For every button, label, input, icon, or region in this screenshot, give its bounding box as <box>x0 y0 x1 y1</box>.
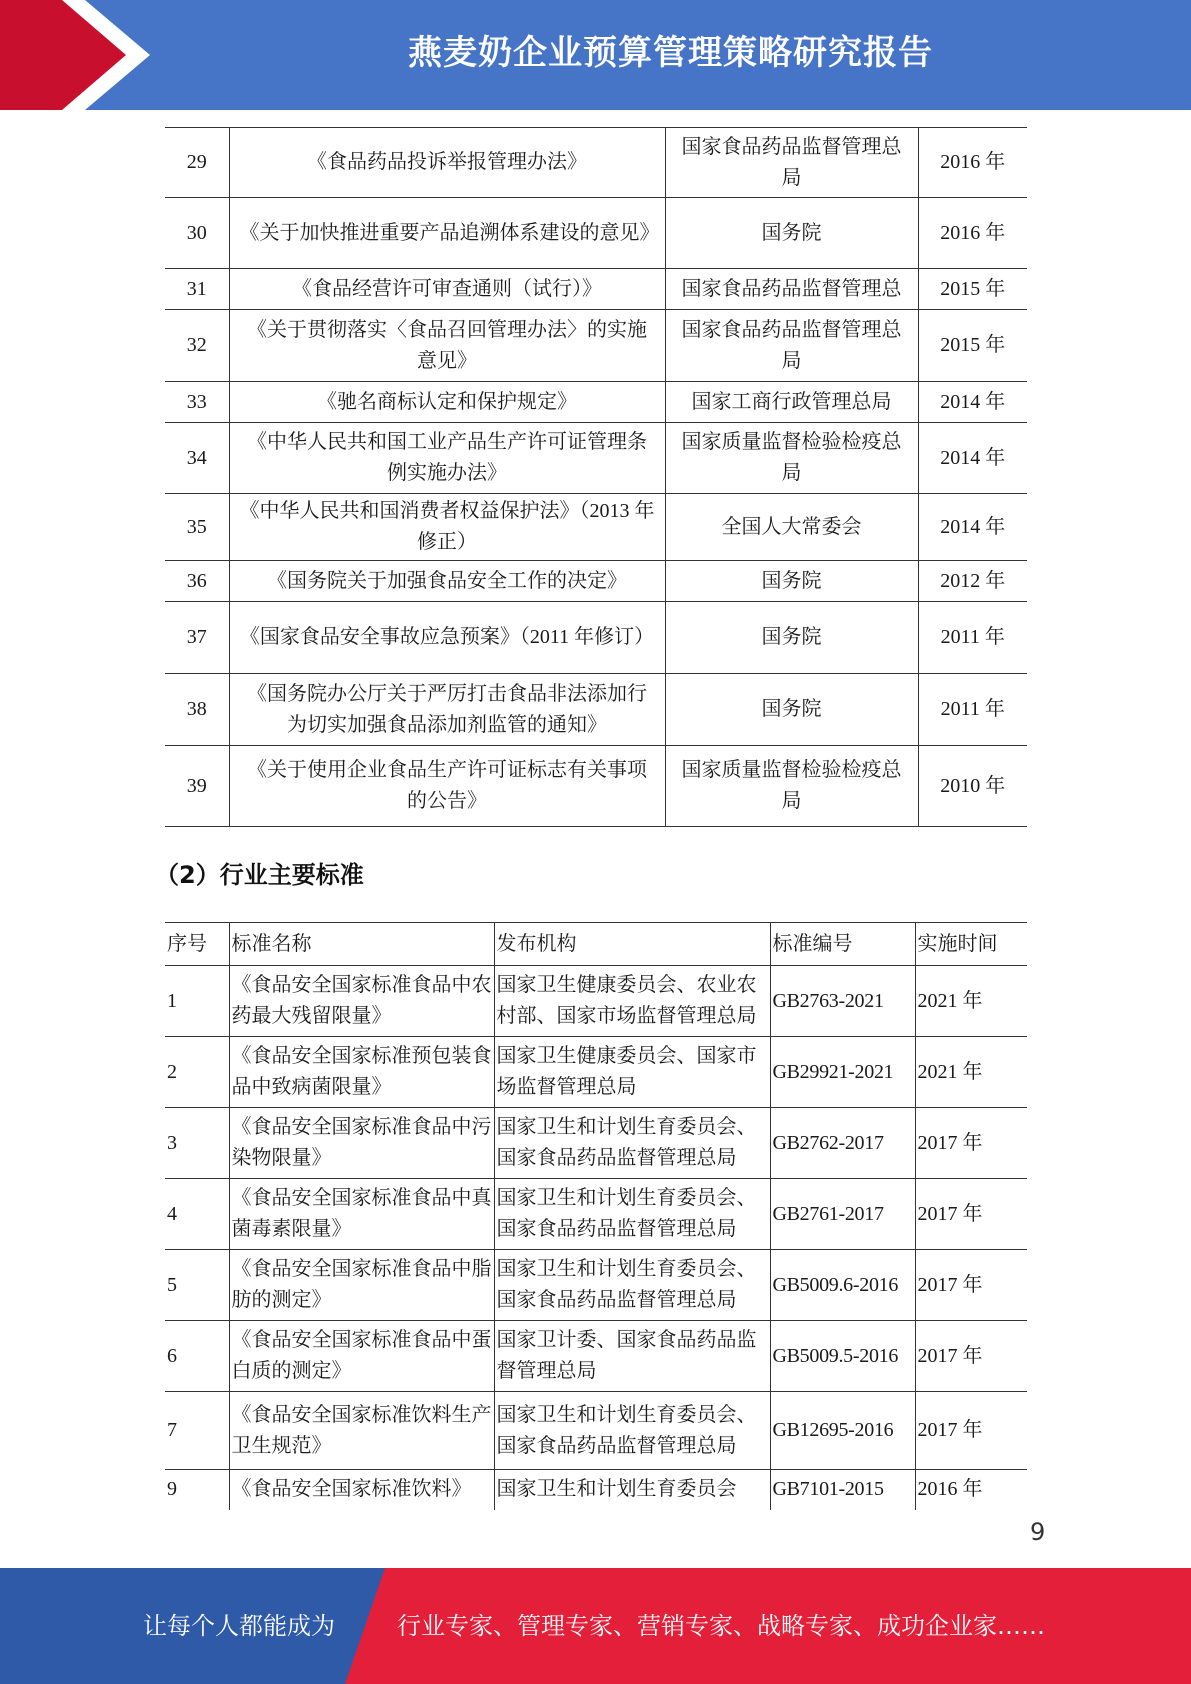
table-row <box>165 1250 1027 1321</box>
regulation-name: 《关于加快推进重要产品追溯体系建设的意见》 <box>229 198 665 269</box>
issue-year: 2015 年 <box>918 269 1027 310</box>
issue-year: 2014 年 <box>918 494 1027 561</box>
column-header: 发布机构 <box>494 923 770 966</box>
regulation-name: 《国家食品安全事故应急预案》（2011 年修订） <box>229 602 665 674</box>
issuing-agency: 国家卫生和计划生育委员会、国家食品药品监督管理总局 <box>494 1250 770 1321</box>
issue-year: 2014 年 <box>918 382 1027 423</box>
column-header: 序号 <box>165 923 229 966</box>
issue-year: 2016 年 <box>918 198 1027 269</box>
footer-banner <box>0 1568 1191 1684</box>
row-number: 6 <box>165 1321 229 1392</box>
section-title: （2）行业主要标准 <box>155 861 364 889</box>
table-row <box>165 494 1027 561</box>
standard-code: GB2763-2021 <box>770 966 915 1037</box>
standard-code: GB29921-2021 <box>770 1037 915 1108</box>
row-number: 35 <box>165 494 229 561</box>
issuing-agency: 全国人大常委会 <box>665 494 918 561</box>
issue-year: 2014 年 <box>918 423 1027 494</box>
column-header: 标准编号 <box>770 923 915 966</box>
row-number: 2 <box>165 1037 229 1108</box>
standard-code: GB5009.6-2016 <box>770 1250 915 1321</box>
table-row <box>165 198 1027 269</box>
row-number: 29 <box>165 128 229 198</box>
header-banner <box>0 0 1191 110</box>
standard-code: GB2762-2017 <box>770 1108 915 1179</box>
footer-slogan-left: 让每个人都能成为 <box>143 1612 335 1640</box>
effective-date: 2017 年 <box>915 1108 1027 1179</box>
standard-name: 《食品安全国家标准食品中真菌毒素限量》 <box>229 1179 494 1250</box>
regulation-name: 《关于使用企业食品生产许可证标志有关事项的公告》 <box>229 746 665 827</box>
standard-name: 《食品安全国家标准食品中蛋白质的测定》 <box>229 1321 494 1392</box>
regulation-name: 《食品经营许可审查通则（试行）》 <box>229 269 665 310</box>
standard-code: GB2761-2017 <box>770 1179 915 1250</box>
issue-year: 2016 年 <box>918 128 1027 198</box>
row-number: 9 <box>165 1470 229 1510</box>
report-title: 燕麦奶企业预算管理策略研究报告 <box>408 33 933 73</box>
issue-year: 2011 年 <box>918 602 1027 674</box>
issuing-agency: 国家卫生健康委员会、国家市场监督管理总局 <box>494 1037 770 1108</box>
issuing-agency: 国务院 <box>665 561 918 602</box>
effective-date: 2017 年 <box>915 1250 1027 1321</box>
regulation-name: 《中华人民共和国工业产品生产许可证管理条例实施办法》 <box>229 423 665 494</box>
issuing-agency: 国家食品药品监督管理总局 <box>665 128 918 198</box>
regulation-name: 《食品药品投诉举报管理办法》 <box>229 128 665 198</box>
issuing-agency: 国家卫生健康委员会、农业农村部、国家市场监督管理总局 <box>494 966 770 1037</box>
table-row <box>165 382 1027 423</box>
standards-table <box>165 922 1027 1510</box>
row-number: 5 <box>165 1250 229 1321</box>
standard-code: GB12695-2016 <box>770 1392 915 1470</box>
effective-date: 2017 年 <box>915 1392 1027 1470</box>
row-number: 39 <box>165 746 229 827</box>
issuing-agency: 国家卫生和计划生育委员会、国家食品药品监督管理总局 <box>494 1108 770 1179</box>
regulation-name: 《国务院办公厅关于严厉打击食品非法添加行为切实加强食品添加剂监管的通知》 <box>229 674 665 746</box>
issuing-agency: 国务院 <box>665 198 918 269</box>
table-header-row <box>165 923 1027 966</box>
issuing-agency: 国家工商行政管理总局 <box>665 382 918 423</box>
issuing-agency: 国家卫生和计划生育委员会、国家食品药品监督管理总局 <box>494 1392 770 1470</box>
table-row <box>165 746 1027 827</box>
regulation-name: 《国务院关于加强食品安全工作的决定》 <box>229 561 665 602</box>
row-number: 7 <box>165 1392 229 1470</box>
regulation-name: 《关于贯彻落实〈食品召回管理办法〉的实施意见》 <box>229 310 665 382</box>
issue-year: 2011 年 <box>918 674 1027 746</box>
issuing-agency: 国家卫生和计划生育委员会、国家食品药品监督管理总局 <box>494 1179 770 1250</box>
row-number: 37 <box>165 602 229 674</box>
issuing-agency: 国家质量监督检验检疫总局 <box>665 423 918 494</box>
regulation-name: 《驰名商标认定和保护规定》 <box>229 382 665 423</box>
table-row <box>165 310 1027 382</box>
row-number: 33 <box>165 382 229 423</box>
standard-name: 《食品安全国家标准食品中污染物限量》 <box>229 1108 494 1179</box>
table-row <box>165 1037 1027 1108</box>
standard-name: 《食品安全国家标准饮料生产卫生规范》 <box>229 1392 494 1470</box>
row-number: 31 <box>165 269 229 310</box>
regulations-table <box>165 127 1027 827</box>
issuing-agency: 国家卫计委、国家食品药品监督管理总局 <box>494 1321 770 1392</box>
column-header: 标准名称 <box>229 923 494 966</box>
table-row <box>165 269 1027 310</box>
issue-year: 2012 年 <box>918 561 1027 602</box>
row-number: 34 <box>165 423 229 494</box>
issuing-agency: 国家卫生和计划生育委员会 <box>494 1470 770 1510</box>
standard-name: 《食品安全国家标准食品中脂肪的测定》 <box>229 1250 494 1321</box>
issue-year: 2015 年 <box>918 310 1027 382</box>
standard-code: GB7101-2015 <box>770 1470 915 1510</box>
table-row <box>165 674 1027 746</box>
table-row <box>165 561 1027 602</box>
effective-date: 2021 年 <box>915 966 1027 1037</box>
table-row <box>165 128 1027 198</box>
issuing-agency: 国家食品药品监督管理总局 <box>665 310 918 382</box>
row-number: 3 <box>165 1108 229 1179</box>
issuing-agency: 国家食品药品监督管理总 <box>665 269 918 310</box>
regulation-name: 《中华人民共和国消费者权益保护法》（2013 年修正） <box>229 494 665 561</box>
table-row <box>165 1108 1027 1179</box>
table-row <box>165 1321 1027 1392</box>
effective-date: 2016 年 <box>915 1470 1027 1510</box>
row-number: 36 <box>165 561 229 602</box>
row-number: 32 <box>165 310 229 382</box>
standard-name: 《食品安全国家标准预包装食品中致病菌限量》 <box>229 1037 494 1108</box>
issuing-agency: 国家质量监督检验检疫总局 <box>665 746 918 827</box>
issuing-agency: 国务院 <box>665 674 918 746</box>
table-row <box>165 602 1027 674</box>
column-header: 实施时间 <box>915 923 1027 966</box>
issue-year: 2010 年 <box>918 746 1027 827</box>
issuing-agency: 国务院 <box>665 602 918 674</box>
row-number: 4 <box>165 1179 229 1250</box>
standard-code: GB5009.5-2016 <box>770 1321 915 1392</box>
effective-date: 2021 年 <box>915 1037 1027 1108</box>
table-row <box>165 966 1027 1037</box>
table-row <box>165 423 1027 494</box>
table-row <box>165 1179 1027 1250</box>
row-number: 30 <box>165 198 229 269</box>
page-number: 9 <box>1030 1518 1046 1546</box>
standard-name: 《食品安全国家标准饮料》 <box>229 1470 494 1510</box>
table-row <box>165 1392 1027 1470</box>
standard-name: 《食品安全国家标准食品中农药最大残留限量》 <box>229 966 494 1037</box>
table-row <box>165 1470 1027 1510</box>
footer-slogan-right: 行业专家、管理专家、营销专家、战略专家、成功企业家…… <box>397 1612 1045 1640</box>
effective-date: 2017 年 <box>915 1179 1027 1250</box>
row-number: 1 <box>165 966 229 1037</box>
effective-date: 2017 年 <box>915 1321 1027 1392</box>
row-number: 38 <box>165 674 229 746</box>
